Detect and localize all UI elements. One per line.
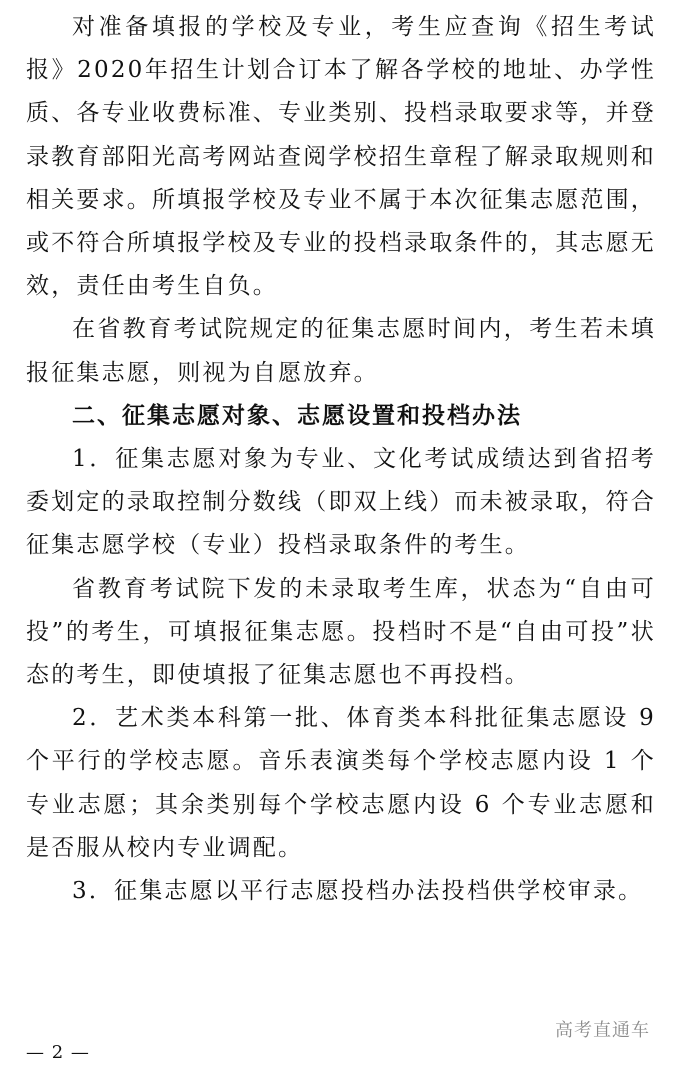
item-2-settings: 2．艺术类本科第一批、体育类本科批征集志愿设 9 个平行的学校志愿。音乐表演类每个学校志愿内设 1 个专业志愿；其余类别每个学校志愿内设 6 个专业志愿和是否服从校内专业调配。 xyxy=(26,705,656,861)
paragraph-free-status: 省教育考试院下发的未录取考生库，状态为“自由可投”的考生，可填报征集志愿。投档时不是“自由可投”状态的考生，即使填报了征集志愿也不再投档。 xyxy=(26,575,656,689)
item-1-target: 1．征集志愿对象为专业、文化考试成绩达到省招考委划定的录取控制分数线（即双上线）而未被录取，符合征集志愿学校（专业）投档录取条件的考生。 xyxy=(26,446,656,559)
watermark-logo-text: 高考直通车 xyxy=(555,1020,650,1041)
paragraph-school-info: 对准备填报的学校及专业，考生应查询《招生考试报》2020年招生计划合订本了解各学校的地址、办学性质、各专业收费标准、专业类别、投档录取要求等，并登录教育部阳光高考网站查阅学校招生章程了解录取规则和相关要求。所填报学校及专业不属于本次征集志愿范围，或不符合所填报学校及专业的投档录取条件的，其志愿无效，责任由考生自负。 xyxy=(26,14,656,300)
paragraph-give-up: 在省教育考试院规定的征集志愿时间内，考生若未填报征集志愿，则视为自愿放弃。 xyxy=(26,316,656,386)
item-3-method: 3．征集志愿以平行志愿投档办法投档供学校审录。 xyxy=(72,878,644,905)
page-number: — 2 — xyxy=(26,1042,90,1063)
section-heading: 二、征集志愿对象、志愿设置和投档办法 xyxy=(72,402,522,429)
document-body xyxy=(26,6,656,913)
